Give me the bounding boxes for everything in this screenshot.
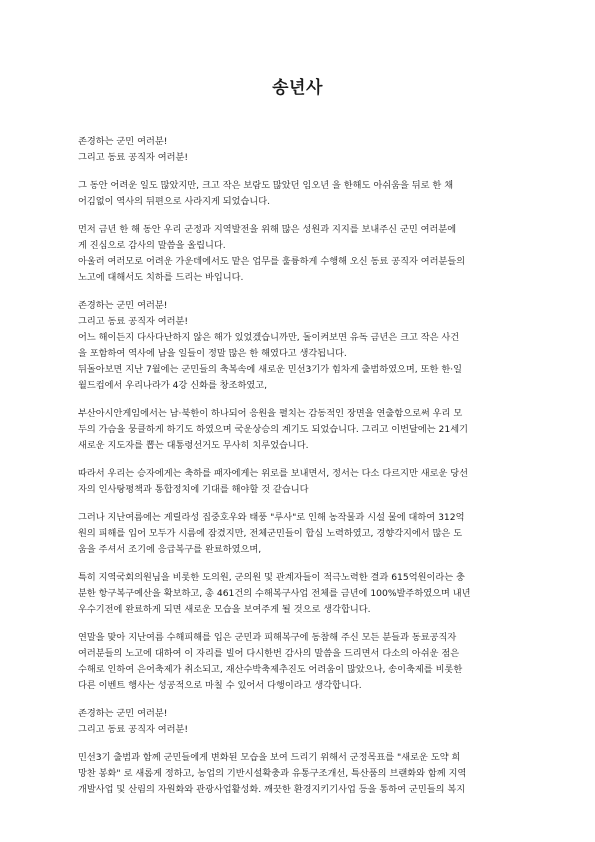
text-line: 두의 가슴을 뭉클하게 하기도 하였으며 국운상승의 계기도 되었습니다. 그리고 이번달에는 21세기 <box>78 424 468 435</box>
text-line: 그러나 지난여름에는 게릴라성 집중호우와 태풍 "루사"로 인해 농작물과 시설 물에 대하여 312억 <box>78 512 465 523</box>
paragraph <box>78 706 518 738</box>
paragraph <box>78 406 518 454</box>
text-line: 게 진심으로 감사의 말씀을 올립니다. <box>78 240 226 251</box>
text-line: 수해로 인하여 은어축제가 취소되고, 재산수박축제추진도 어려움이 많았으나, 송이축제를 비롯한 <box>78 664 463 675</box>
text-line: 노고에 대해서도 치하를 드리는 바입니다. <box>78 272 244 283</box>
text-line: 특히 지역국회의원님을 비롯한 도의원, 군의원 및 관계자들이 적극노력한 결과 615억원이라는 충 <box>78 572 465 583</box>
document-title: 송년사 <box>272 78 323 98</box>
paragraph <box>78 466 518 498</box>
text-line: 민선3기 출범과 함께 군민들에게 변화된 모습을 보여 드리기 위해서 군정목표를 "새로운 도약 희 <box>78 752 461 763</box>
text-line: 원의 피해를 입어 모두가 시름에 잠겼지만, 전체군민들이 합심 노력하였고, 경향각지에서 많은 도 <box>78 528 463 539</box>
paragraph <box>78 178 518 210</box>
paragraph <box>78 298 518 394</box>
text-line: 연말을 맞아 지난여름 수해피해를 입은 군민과 피해복구에 동참해 주신 모든 분들과 동료공직자 <box>78 632 457 643</box>
text-line: 개발사업 및 산림의 자원화와 관광사업활성화. 깨끗한 환경지키기사업 등을 통하여 군민들의 복지 <box>78 784 466 795</box>
text-line: 망찬 봉화" 로 새롭게 정하고, 농업의 기반시설확충과 유통구조개선, 특산품의 브랜화와 함께 지역 <box>78 768 467 779</box>
text-line: 뒤돌아보면 지난 7월에는 군민들의 축복속에 새로운 민선3기가 힘차게 출범하였으며, 또한 한·일 <box>78 364 462 375</box>
text-line: 그리고 동료 공직자 여러분! <box>78 316 189 327</box>
paragraph <box>78 750 518 798</box>
text-line: 새로운 지도자를 뽑는 대통령선거도 무사히 치루었습니다. <box>78 440 309 451</box>
paragraph <box>78 630 518 694</box>
text-line: 먼저 금년 한 해 동안 우리 군정과 지역발전을 위해 많은 성원과 지지를 보내주신 군민 여러분에 <box>78 224 457 235</box>
text-line: 존경하는 군민 여러분! <box>78 708 168 719</box>
text-line: 따라서 우리는 승자에게는 축하를 패자에게는 위로를 보내면서, 정서는 다소 다르지만 새로운 당선 <box>78 468 469 479</box>
text-line: 자의 인사탕평책과 통합정치에 기대를 해야할 것 같습니다 <box>78 484 309 495</box>
text-line: 월드컵에서 우리나라가 4강 신화를 창조하였고, <box>78 380 268 391</box>
text-line: 아울러 여러모로 어려운 가운데에서도 맡은 업무를 훌륭하게 수행해 오신 동료 공직자 여러분들의 <box>78 256 466 267</box>
paragraph <box>78 570 518 618</box>
text-line: 분한 항구복구예산을 확보하고, 총 461건의 수해복구사업 전체를 금년에 100%발주하였으며 내년 <box>78 588 471 599</box>
text-line: 그리고 동료 공직자 여러분! <box>78 724 189 735</box>
text-line: 존경하는 군민 여러분! <box>78 300 168 311</box>
document-body <box>78 134 518 810</box>
text-line: 우수기전에 완료하게 되면 새로운 모습을 보여주게 될 것으로 생각합니다. <box>78 604 371 615</box>
text-line: 다른 이벤트 행사는 성공적으로 마칠 수 있어서 다행이라고 생각합니다. <box>78 680 362 691</box>
text-line: 을 포함하여 역사에 남을 일들이 정말 많은 한 해였다고 생각됩니다. <box>78 348 347 359</box>
text-line: 그 동안 어려운 일도 많았지만, 크고 작은 보람도 많았던 임오년 을 한해도 아쉬움을 뒤로 한 채 <box>78 180 454 191</box>
text-line: 부산아시안게임에서는 남·북한이 하나되어 응원을 펼치는 감동적인 장면을 연출함으로써 우리 모 <box>78 408 463 419</box>
text-line: 그리고 동료 공직자 여러분! <box>78 152 189 163</box>
paragraph <box>78 134 518 166</box>
paragraph <box>78 510 518 558</box>
text-line: 어느 해이든지 다사다난하지 않은 해가 있었겠습니까만, 돌이켜보면 유독 금년은 크고 작은 사건 <box>78 332 460 343</box>
paragraph <box>78 222 518 286</box>
text-line: 여러분들의 노고에 대하여 이 자리를 빌어 다시한번 감사의 말씀을 드리면서 다소의 아쉬운 점은 <box>78 648 460 659</box>
text-line: 존경하는 군민 여러분! <box>78 136 168 147</box>
text-line: 움을 주셔서 조기에 응급복구를 완료하였으며, <box>78 544 262 555</box>
text-line: 어김없이 역사의 뒤편으로 사라지게 되었습니다. <box>78 196 271 207</box>
